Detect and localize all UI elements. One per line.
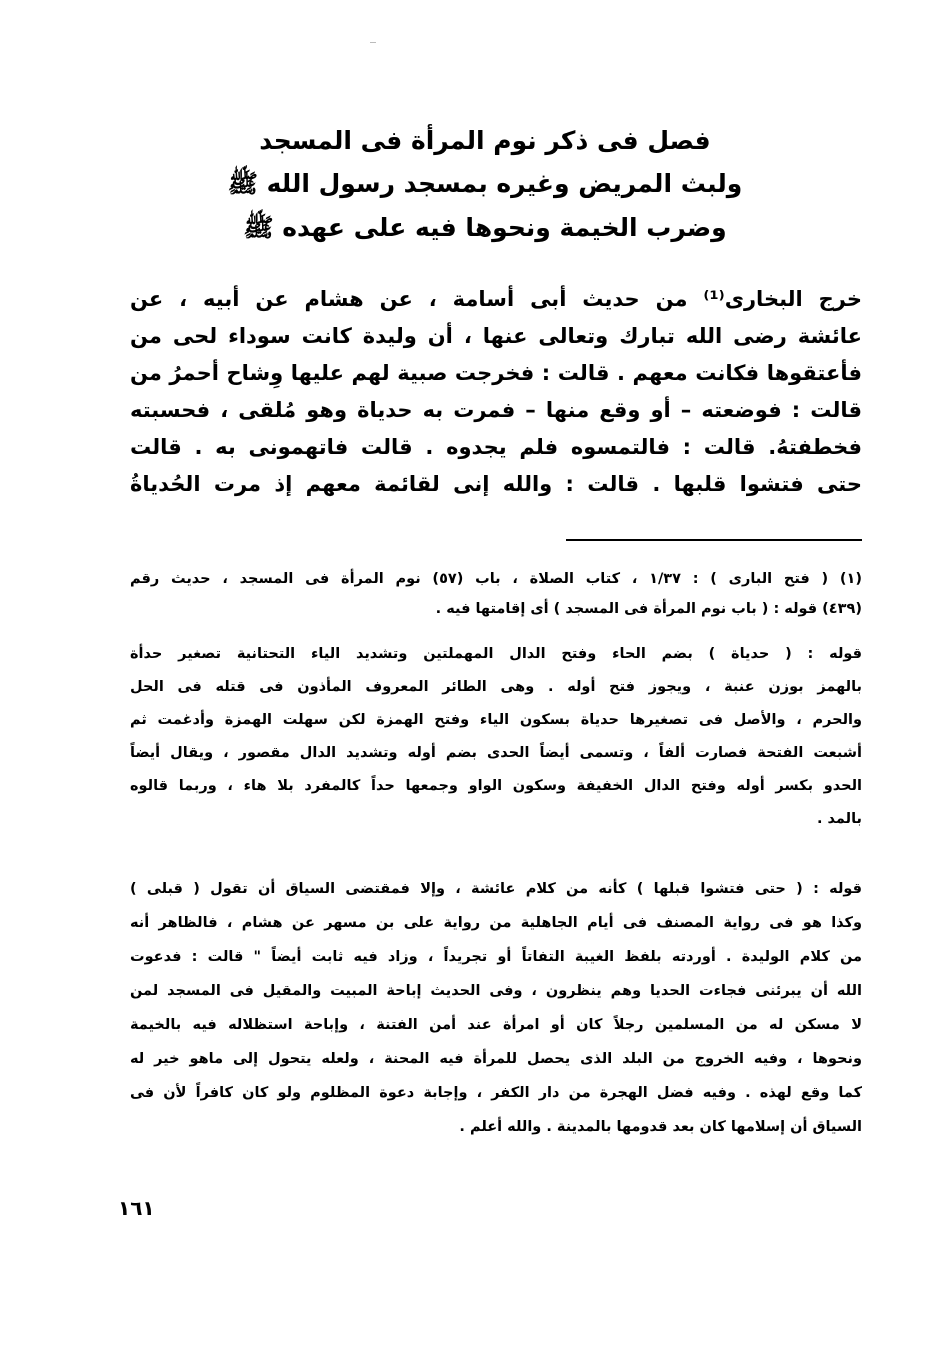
footnote-line: لا مسكن له من المسلمين رجلاً كان أو امرأة عند أمن الفتنة ، وإباحة استظلاله فيه بالخيمة xyxy=(130,1017,862,1033)
footnote-line: (٤٣٩) قوله : ( باب نوم المرأة فى المسجد ) أى إقامتها فيه . xyxy=(435,601,862,617)
body-line: فأعتقوها فكانت معهم . قالت : فخرجت صبية لهم عليها وِشاح أحمرُ من xyxy=(130,361,862,385)
scan-speck xyxy=(370,42,376,43)
body-line: حتى فتشوا قلبها . قالت : والله إنى لقائمة معهم إذ مرت الحُدياةُ xyxy=(130,472,862,496)
body-line: عائشة رضى الله تبارك وتعالى عنها ، أن وليدة كانت سوداء لحى من xyxy=(130,324,862,348)
chapter-title-line-3: وضرب الخيمة ونحوها فيه على عهده ﷺ xyxy=(243,213,727,242)
footnote-line: الحدو بكسر أوله وفتح الدال الخفيفة وسكون الواو وجمعها حداً كالمفرد بلا هاء ، وربما قالوه xyxy=(130,778,862,794)
chapter-title-line-1: فصل فى ذكر نوم المرأة فى المسجد xyxy=(259,126,711,155)
footnote-line: وكذا هو فى رواية المصنف فى أيام الجاهلية من رواية على بن مسهر عن هشام ، فالظاهر أنه xyxy=(130,915,862,931)
footnote-line: ونحوها ، وفيه الخروج من البلد الذى يحصل للمرأة فيه المحنة ، ولعله يتحول إلى ماهو خير له xyxy=(130,1051,862,1067)
chapter-title-line-2: ولبث المريض وغيره بمسجد رسول الله ﷺ xyxy=(227,169,743,198)
footnote-line: من كلام الوليدة . أوردته بلفظ الغيبة التفاتاً أو تجريداً ، وزاد فيه ثابت أيضاً " قالت : فدعوت xyxy=(130,949,862,965)
body-line: قالت : فوضعته – أو وقع منها – فمرت به حدياة وهو مُلقى ، فحسبته xyxy=(130,398,862,422)
footnote-line: كما وقع لهذه . وفيه فضل الهجرة من دار الكفر ، وإجابة دعوة المظلوم ولو كان كافراً لأن فى xyxy=(130,1085,862,1101)
footnote-separator xyxy=(566,539,862,541)
footnote-line: (١) ( فتح البارى ) : ١/٣٧ ، كتاب الصلاة ، باب (٥٧) نوم المرأة فى المسجد ، حديث رقم xyxy=(130,571,862,587)
footnote-line: والحرم ، والأصل فى تصغيرها حدياة بسكون الياء وفتح الهمزة لكن سهلت الهمزة وأدغمت ثم xyxy=(130,712,862,728)
body-line: فخطفتهُ. قالت : فالتمسوه فلم يجدوه . قالت فاتهمونى به . قالت xyxy=(130,435,862,459)
footnote-line: أشبعت الفتحة فصارت ألفاً ، وتسمى أيضاً الحدى بضم أوله وتشديد الدال مقصور ، ويقال أيضاً xyxy=(130,745,862,761)
body-line: خرج البخارى⁽¹⁾ من حديث أبى أسامة ، عن هشام عن أبيه ، عن xyxy=(130,287,862,311)
footnote-line: السياق أن إسلامها كان بعد قدومها بالمدينة . والله أعلم . xyxy=(459,1119,862,1135)
footnote-line: بالمد . xyxy=(817,811,862,827)
footnote-line: قوله : ( حتى فتشوا قبلها ) كأنه من كلام عائشة ، وإلا فمقتضى السياق أن تقول ( قبلى ) xyxy=(130,881,862,897)
footnote-line: بالهمز بوزن عنبة ، ويجوز فتح أوله . وهى الطائر المعروف المأذون فى قتله فى الحل xyxy=(130,679,862,695)
footnote-line: قوله : ( حدياة ) بضم الحاء وفتح الدال المهملتين وتشديد الياء التحتانية تصغير حدأة xyxy=(130,646,862,662)
footnote-line: الله أن يبرئنى فجاءت الحديا وهم ينظرون ، وفى الحديث إباحة المبيت والمقيل فى المسجد لمن xyxy=(130,983,862,999)
page-number: ١٦١ xyxy=(118,1196,155,1220)
